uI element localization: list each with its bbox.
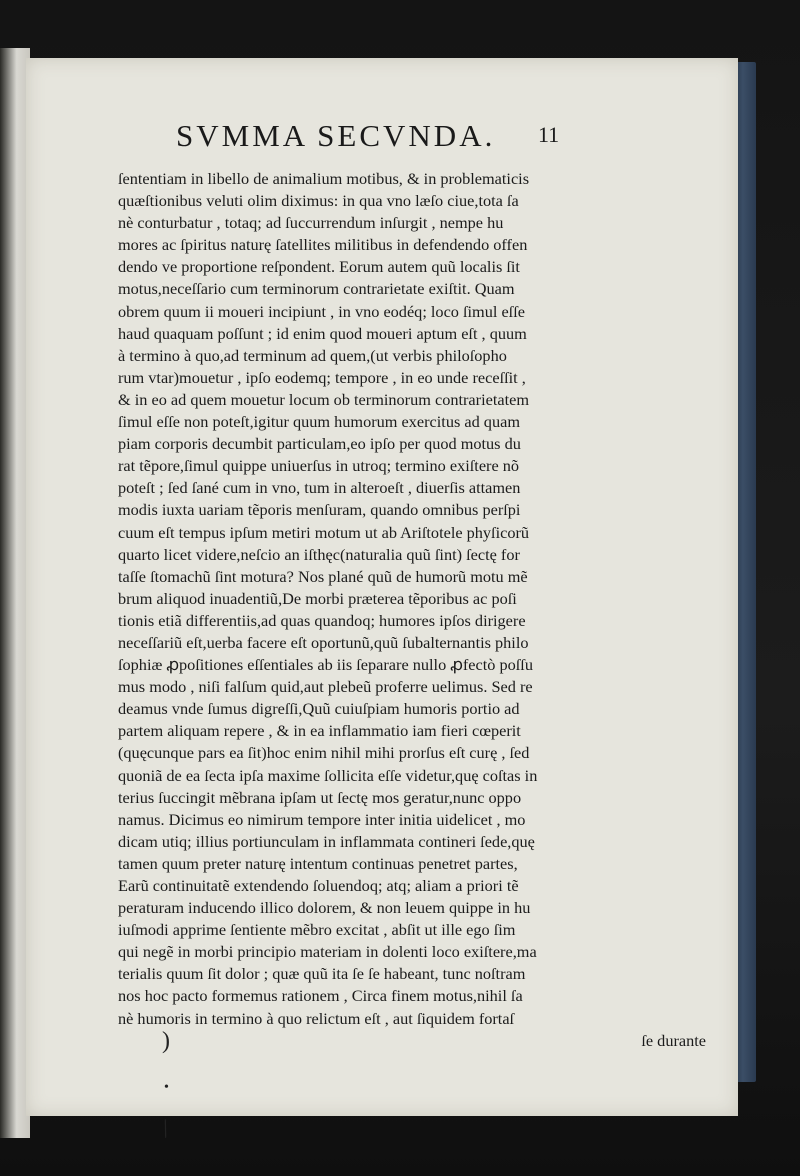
- text-line: tionis etiã differentiis,ad quas quandoq; humores ipſos dirigere: [118, 610, 526, 630]
- text-line: ſophiæ ꝓpoſitiones eſſentiales ab iis ſeparare nullo ꝓfectò poſſu: [118, 655, 533, 675]
- text-line: obrem quum ii moueri incipiunt , in vno eodéq; loco ſimul eſſe: [118, 301, 525, 321]
- text-line: mus modo , niſi falſum quid,aut plebeũ proferre uelimus. Sed re: [118, 677, 533, 697]
- text-line: haud quaquam poſſunt ; id enim quod moueri aptum eſt , quum: [118, 323, 527, 343]
- text-line: dendo ve proportione reſpondent. Eorum autem quũ localis ſit: [118, 257, 520, 277]
- ink-marks: [156, 1018, 216, 1148]
- text-line: mores ac ſpiritus naturę ſatellites militibus in defendendo offen: [118, 235, 528, 255]
- text-line: nè humoris in termino à quo relictum eſt , aut ſiquidem fortaſ: [118, 1008, 515, 1028]
- text-line: qui negẽ in morbi principio materiam in dolenti loco exiſtere,ma: [118, 942, 537, 962]
- running-head: [176, 118, 596, 154]
- folio-number: 11: [538, 122, 560, 147]
- catchword: ſe durante: [641, 1030, 706, 1050]
- text-line: terialis quum ſit dolor ; quæ quũ ita ſe ſe habeant, tunc noſtram: [118, 964, 526, 984]
- text-line: ſimul eſſe non poteſt,igitur quum humorum exercitus ad quam: [118, 412, 520, 432]
- text-line: cuum eſt tempus ipſum metiri motum ut ab Ariſtotele phyſicorũ: [118, 522, 530, 542]
- text-line: neceſſariũ eſt,uerba facere eſt oportunũ,quũ ſubalternantis philo: [118, 632, 529, 652]
- book-page: [26, 58, 738, 1144]
- text-line: dicam utiq; illius portiunculam in inflammata contineri ſede,quę: [118, 831, 535, 851]
- text-line: taſſe ſtomachũ ſint motura? Nos plané quũ de humorũ motu mẽ: [118, 566, 528, 586]
- ink-stroke-mark: /: [157, 1113, 174, 1144]
- text-line: nè conturbatur , totaq; ad ſuccurrendum inſurgit , nempe hu: [118, 213, 504, 233]
- body-text-block: [118, 168, 706, 1052]
- running-head-title: SVMMA SECVNDA.: [176, 118, 496, 153]
- ink-dot-mark: •: [164, 1080, 169, 1095]
- text-line: namus. Dicimus eo nimirum tempore inter initia uidelicet , mo: [118, 809, 526, 829]
- text-line: & in eo ad quem mouetur locum ob terminorum contrarietatem: [118, 389, 529, 409]
- text-line: Earũ continuitatẽ extendendo ſoluendoq; atq; aliam a priori tẽ: [118, 876, 519, 895]
- text-line: poteſt ; ſed ſané cum in vno, tum in alteroeſt , diuerſis attamen: [118, 478, 521, 498]
- text-line: (quęcunque pars ea ſit)hoc enim nihil mihi prorſus eſt curę , ſed: [118, 743, 530, 763]
- text-line: rat tẽpore,ſimul quippe uniuerſus in utroq; termino exiſtere nõ: [118, 456, 520, 476]
- text-line: quarto licet videre,neſcio an iſthęc(naturalia quũ ſint) ſectę for: [118, 544, 520, 564]
- text-line: tamen quum preter naturę intentum continuas penetret partes,: [118, 853, 518, 873]
- text-line: partem aliquam repere , & in ea inflammatio iam fieri cœperit: [118, 721, 521, 741]
- ink-stroke-mark: ): [162, 1028, 170, 1054]
- text-line: brum aliquod inuadentiũ,De morbi præterea tẽporibus ac poſi: [118, 588, 517, 608]
- text-line: nos hoc pacto formemus rationem , Circa finem motus,nihil ſa: [118, 986, 523, 1006]
- text-line: à termino à quo,ad terminum ad quem,(ut verbis philoſopho: [118, 345, 507, 365]
- text-line: quoniã de ea ſecta ipſa maxime ſollicita eſſe videtur,quę coſtas in: [118, 765, 538, 785]
- text-line: motus,neceſſario cum terminorum contrarietate exiſtit. Quam: [118, 279, 515, 299]
- text-line: modis iuxta uariam tẽporis menſuram, quando omnibus perſpi: [118, 500, 521, 520]
- text-line: rum vtar)mouetur , ipſo eodemq; tempore , in eo unde receſſit ,: [118, 367, 526, 387]
- text-line: iuſmodi apprime ſentiente mẽbro excitat , abſit ut ille ego ſim: [118, 920, 516, 940]
- text-line: deamus vnde ſumus digreſſi,Quũ cuiuſpiam humoris portio ad: [118, 699, 520, 719]
- text-line: quæſtionibus veluti olim diximus: in qua vno læſo ciue,tota ſa: [118, 191, 519, 211]
- text-line: piam corporis decumbit particulam,eo ipſo per quod motus du: [118, 434, 521, 454]
- text-line: terius ſuccingit mẽbrana ipſam ut ſectę mos geratur,nunc oppo: [118, 787, 522, 807]
- text-line: ſententiam in libello de animalium motibus, & in problematicis: [118, 169, 530, 188]
- text-line: peraturam inducendo illico dolorem, & non leuem quippe in hu: [118, 898, 531, 918]
